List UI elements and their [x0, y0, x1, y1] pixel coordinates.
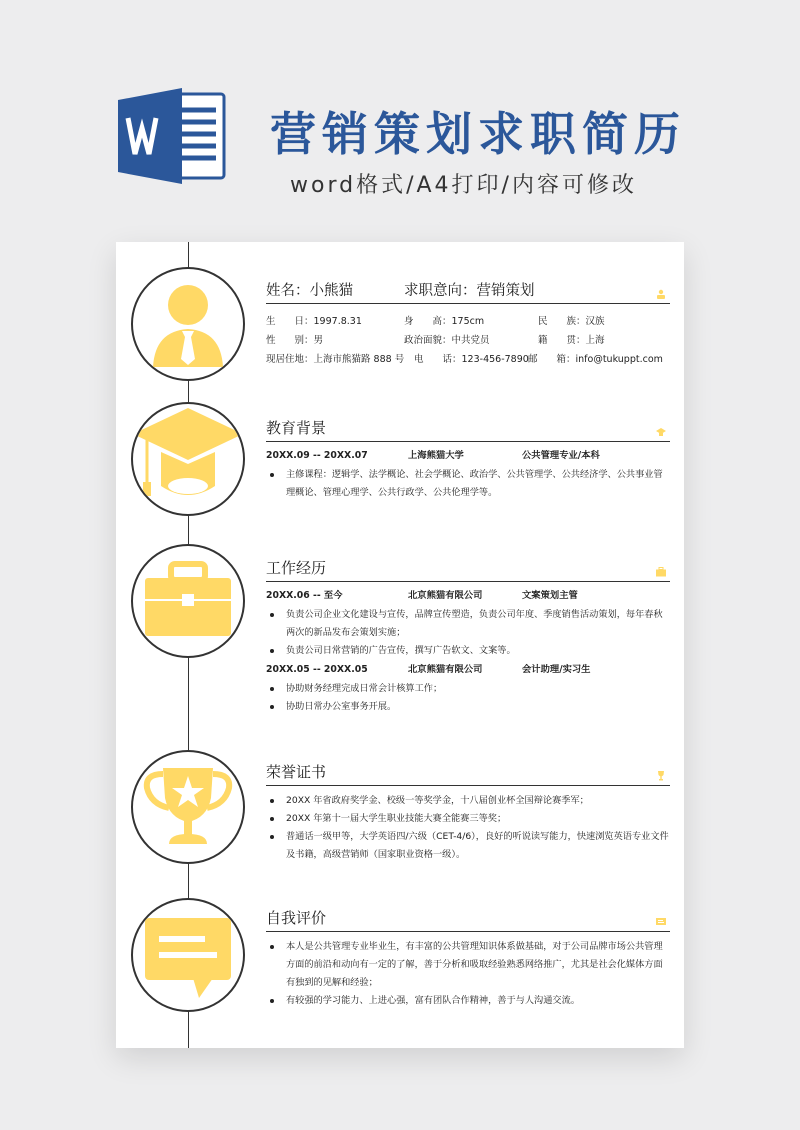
- work-circle: [131, 544, 245, 658]
- profile-details: [266, 312, 670, 369]
- list-item: 负责公司企业文化建设与宣传，品牌宣传塑造，负责公司年度、季度销售活动策划，每年春秋两次的新品发布会策划实施；: [266, 606, 670, 642]
- self-eval-header: [266, 908, 670, 932]
- list-item: 主修课程：逻辑学、法学概论、社会学概论、政治学、公共管理学、公共经济学、公共事业管理概论、管理心理学、公共行政学、公共伦理学等。: [266, 466, 670, 502]
- self-eval-title: 自我评价: [266, 909, 327, 927]
- briefcase-icon: [133, 546, 243, 656]
- profile-row-2: [266, 331, 670, 350]
- phone-value: 123-456-7890: [461, 354, 529, 365]
- politics-label: 政治面貌：: [404, 335, 452, 346]
- job-2-company: 北京熊猫有限公司: [408, 664, 483, 675]
- list-item: 有较强的学习能力、上进心强，富有团队合作精神，善于与人沟通交流。: [266, 992, 670, 1010]
- education-section: [266, 418, 670, 502]
- list-item: 普通话一级甲等，大学英语四/六级（CET-4/6），良好的听说读写能力，快速浏览英语专业文件及书籍，高级营销师（国家职业资格一级）。: [266, 828, 670, 864]
- job-1-list: [266, 606, 670, 660]
- profile-section: [266, 276, 670, 369]
- person-mini-icon: [656, 289, 666, 299]
- work-section: [266, 558, 670, 716]
- politics-value: 中共党员: [451, 335, 490, 346]
- phone-label: 电 话：: [414, 354, 462, 365]
- address-label: 现居住地：: [266, 354, 314, 365]
- self-eval-section: [266, 908, 670, 1010]
- honors-section: [266, 762, 670, 864]
- chat-mini-icon: [656, 917, 666, 927]
- honors-title: 荣誉证书: [266, 763, 327, 781]
- profile-header: [266, 276, 670, 304]
- education-title: 教育背景: [266, 419, 327, 437]
- education-entry: [266, 446, 670, 466]
- list-item: 20XX 年第十一届大学生职业技能大赛全能赛三等奖；: [266, 810, 670, 828]
- briefcase-mini-icon: [656, 567, 666, 577]
- trophy-icon: [133, 752, 243, 862]
- honors-circle: [131, 750, 245, 864]
- job-1-period: 20XX.06 -- 至今: [266, 590, 343, 601]
- height-value: 175cm: [451, 316, 485, 327]
- profile-name: 姓名：小熊猫: [266, 283, 353, 299]
- gender-label: 性 别：: [266, 335, 314, 346]
- resume-page: [116, 242, 684, 1048]
- list-item: 协助财务经理完成日常会计核算工作；: [266, 680, 670, 698]
- profile-intent: 求职意向：营销策划: [404, 283, 535, 299]
- education-header: [266, 418, 670, 442]
- education-period: 20XX.09 -- 20XX.07: [266, 450, 368, 461]
- document-title: 营销策划求职简历: [270, 107, 686, 161]
- profile-circle: [131, 267, 245, 381]
- list-item: 本人是公共管理专业毕业生，有丰富的公共管理知识体系做基础，对于公司品牌市场公共管理方面的前沿和动向有一定的了解，善于分析和吸取经验熟悉网络推广，尤其是社会化媒体方面有独到的见解和经验；: [266, 938, 670, 992]
- work-entry-1: [266, 586, 670, 606]
- height-label: 身 高：: [404, 316, 452, 327]
- list-item: 协助日常办公室事务开展。: [266, 698, 670, 716]
- document-subtitle: word格式/A4打印/内容可修改: [290, 173, 637, 198]
- work-entry-2: [266, 660, 670, 680]
- education-circle: [131, 402, 245, 516]
- email-label: 邮 箱：: [528, 354, 576, 365]
- profile-row-3: [266, 350, 670, 369]
- birth-value: 1997.8.31: [313, 316, 362, 327]
- self-eval-list: [266, 938, 670, 1010]
- education-school: 上海熊猫大学: [408, 450, 464, 461]
- honors-header: [266, 762, 670, 786]
- job-2-period: 20XX.05 -- 20XX.05: [266, 664, 368, 675]
- job-2-position: 会计助理/实习生: [522, 664, 591, 675]
- graduation-cap-icon: [133, 404, 243, 514]
- origin-label: 籍 贯：: [538, 335, 586, 346]
- work-header: [266, 558, 670, 582]
- list-item: 20XX 年省政府奖学金、校级一等奖学金，十八届创业杯全国辩论赛季军；: [266, 792, 670, 810]
- honors-list: [266, 792, 670, 864]
- email-value: info@tukuppt.com: [575, 354, 663, 365]
- work-title: 工作经历: [266, 559, 327, 577]
- ethnic-value: 汉族: [585, 316, 605, 327]
- education-major: 公共管理专业/本科: [522, 450, 600, 461]
- chat-bubble-icon: [133, 900, 243, 1010]
- job-1-company: 北京熊猫有限公司: [408, 590, 483, 601]
- birth-label: 生 日：: [266, 316, 314, 327]
- gender-value: 男: [313, 335, 324, 346]
- cap-mini-icon: [656, 427, 666, 437]
- education-list: [266, 466, 670, 502]
- list-item: 负责公司日常营销的广告宣传，撰写广告软文、文案等。: [266, 642, 670, 660]
- self-eval-circle: [131, 898, 245, 1012]
- ethnic-label: 民 族：: [538, 316, 586, 327]
- trophy-mini-icon: [656, 771, 666, 781]
- person-icon: [133, 269, 243, 379]
- origin-value: 上海: [585, 335, 605, 346]
- job-1-position: 文案策划主管: [522, 590, 578, 601]
- address-value: 上海市熊猫路 888 号: [313, 354, 405, 365]
- job-2-list: [266, 680, 670, 716]
- word-logo-icon: [118, 86, 226, 186]
- profile-row-1: [266, 312, 670, 331]
